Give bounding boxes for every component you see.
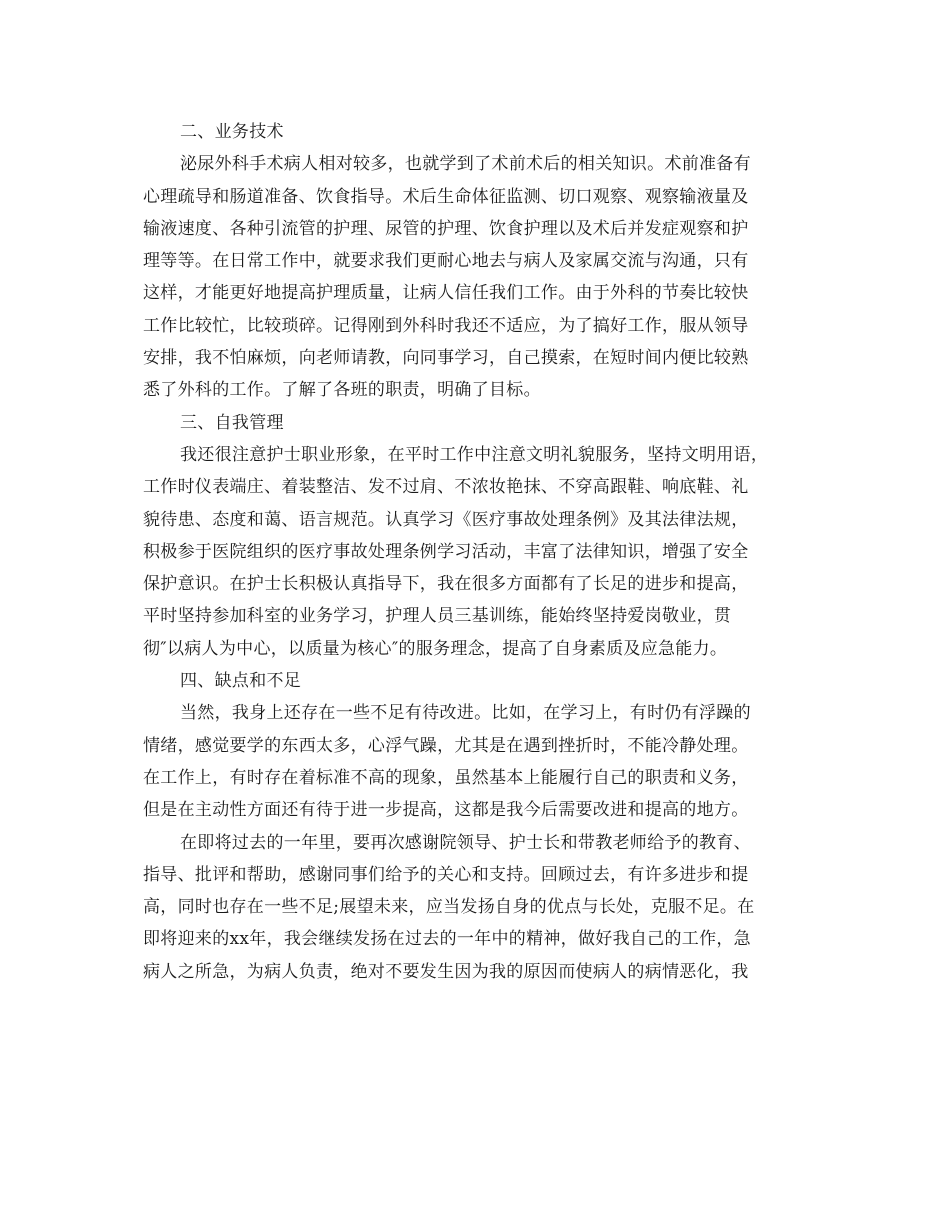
- text-line: 悉了外科的工作。了解了各班的职责，明确了目标。: [143, 380, 541, 401]
- text-line: 心理疏导和肠道准备、饮食指导。术后生命体征监测、切口观察、观察输液量及: [143, 186, 749, 207]
- text-line: 貌待患、态度和蔼、语言规范。认真学习《医疗事故处理条例》及其法律法规，: [143, 509, 749, 530]
- text-line: 情绪，感觉要学的东西太多，心浮气躁，尤其是在遇到挫折时，不能冷静处理。: [143, 735, 749, 756]
- text-line: 病人之所急，为病人负责，绝对不要发生因为我的原因而使病人的病情恶化，我: [143, 961, 749, 982]
- text-line: 积极参于医院组织的医疗事故处理条例学习活动，丰富了法律知识，增强了安全: [143, 541, 749, 562]
- text-line: 在工作上，有时存在着标准不高的现象，虽然基本上能履行自己的职责和义务，: [143, 767, 749, 788]
- text-line: 即将迎来的xx年，我会继续发扬在过去的一年中的精神，做好我自己的工作，急: [143, 929, 751, 950]
- text-line: 理等等。在日常工作中，就要求我们更耐心地去与病人及家属交流与沟通，只有: [143, 251, 749, 272]
- text-line: 平时坚持参加科室的业务学习，护理人员三基训练，能始终坚持爱岗敬业，贯: [143, 606, 732, 627]
- paragraph-first-line: 当然，我身上还存在一些不足有待改进。比如，在学习上，有时仍有浮躁的: [180, 703, 751, 724]
- text-line: 输液速度、各种引流管的护理、尿管的护理、饮食护理以及术后并发症观察和护: [143, 218, 749, 239]
- paragraph-first-line: 泌尿外科手术病人相对较多，也就学到了术前术后的相关知识。术前准备有: [180, 154, 751, 175]
- paragraph-first-line: 在即将过去的一年里，要再次感谢院领导、护士长和带教老师给予的教育、: [180, 832, 751, 853]
- text-line: 指导、批评和帮助，感谢同事们给予的关心和支持。回顾过去，有许多进步和提: [143, 864, 749, 885]
- text-line: 这样，才能更好地提高护理质量，让病人信任我们工作。由于外科的节奏比较快: [143, 283, 749, 304]
- paragraph-first-line: 四、缺点和不足: [180, 671, 302, 692]
- text-line: 工作比较忙，比较琐碎。记得刚到外科时我还不适应，为了搞好工作，服从领导: [143, 315, 749, 336]
- text-line: 高，同时也存在一些不足;展望未来，应当发扬自身的优点与长处，克服不足。在: [143, 897, 755, 918]
- document-body: [143, 116, 813, 988]
- text-line: 工作时仪表端庄、着装整洁、发不过肩、不浓妆艳抹、不穿高跟鞋、响底鞋、礼: [143, 477, 749, 498]
- text-line: 但是在主动性方面还有待于进一步提高，这都是我今后需要改进和提高的地方。: [143, 800, 749, 821]
- text-line: 彻″以病人为中心，以质量为核心″的服务理念，提高了自身素质及应急能力。: [143, 638, 728, 659]
- text-line: 保护意识。在护士长积极认真指导下，我在很多方面都有了长足的进步和提高，: [143, 574, 749, 595]
- text-line: 安排，我不怕麻烦，向老师请教，向同事学习，自己摸索，在短时间内便比较熟: [143, 348, 749, 369]
- paragraph-first-line: 我还很注意护士职业形象，在平时工作中注意文明礼貌服务，坚持文明用语，: [180, 444, 769, 465]
- paragraph-first-line: 三、自我管理: [180, 412, 284, 433]
- paragraph-first-line: 二、业务技术: [180, 122, 284, 142]
